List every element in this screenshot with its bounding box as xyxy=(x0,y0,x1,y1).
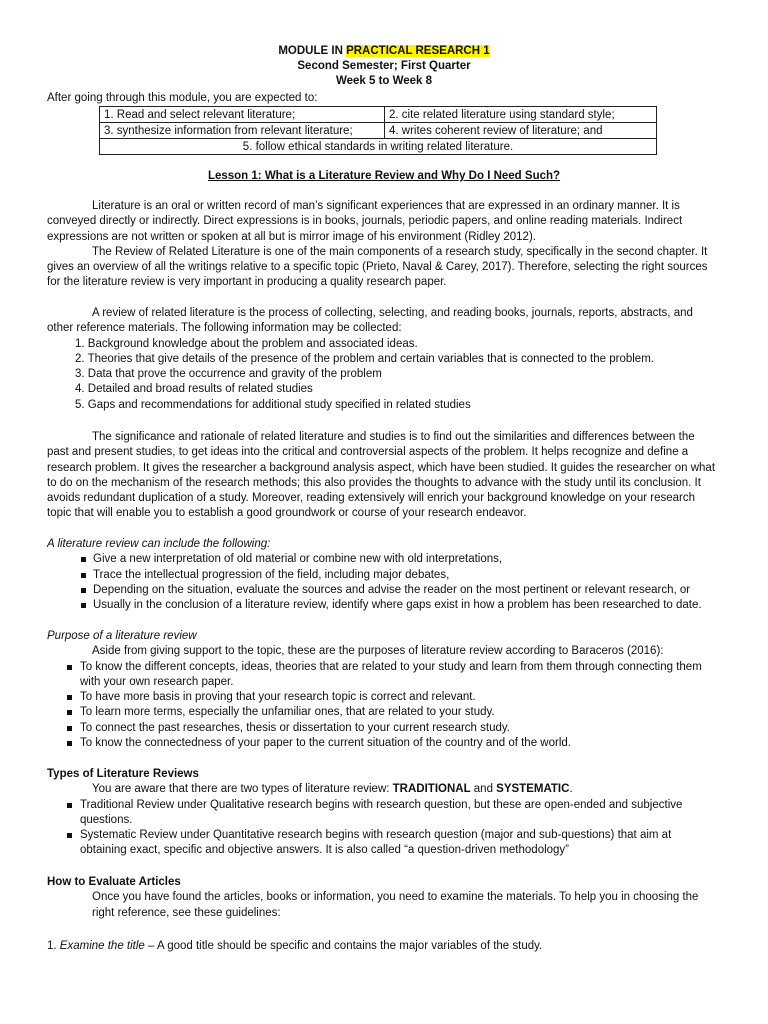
list-item: Depending on the situation, evaluate the sources and advise the reader on the most pertinent or relevant research, or xyxy=(47,583,717,598)
types-intro-period: . xyxy=(569,783,573,796)
include-heading: A literature review can include the following: xyxy=(47,538,271,550)
paragraph: Literature is an oral or written record of man’s significant experiences that are expressed in an ordinary manner. It is conveyed directly or indirectly. Direct expressions is in books, journals, periodic papers, and online reading materials. Indirect expressions are not written or spoken at all but is mirror image of his environment (Ridley 2012). xyxy=(47,200,683,243)
systematic-term: SYSTEMATIC xyxy=(496,783,570,796)
list-item: 4. Detailed and broad results of related studies xyxy=(75,383,313,396)
evaluate-section xyxy=(47,875,717,921)
paragraph: A review of related literature is the process of collecting, selecting, and reading books, journals, reports, abstracts, and other reference materials. The following information may be collected: xyxy=(47,307,693,335)
purpose-heading: Purpose of a literature review xyxy=(47,630,197,642)
objectives-intro: After going through this module, you are expected to: xyxy=(47,92,318,104)
types-intro-text: You are aware that there are two types of literature review: xyxy=(92,783,393,796)
purpose-list xyxy=(47,660,717,752)
collected-info-list xyxy=(47,337,717,413)
list-item: To connect the past researches, thesis or dissertation to your current research study. xyxy=(47,721,717,736)
types-intro xyxy=(47,782,717,797)
list-item: Usually in the conclusion of a literature review, identify where gaps exist in how a problem has been researched to date. xyxy=(47,598,717,613)
body-text-3 xyxy=(47,430,717,522)
paragraph: The Review of Related Literature is one of the main components of a research study, specifically in the second chapter. It gives an overview of all the writings relative to a specific topic (Prieto, Naval & Carey, 2017). Therefore, selecting the right sources for the literature review is very important in producing a quality research paper. xyxy=(47,245,708,289)
purpose-intro: Aside from giving support to the topic, these are the purposes of literature review according to Baraceros (2016): xyxy=(92,645,664,658)
paragraph: The significance and rationale of related literature and studies is to find out the similarities and differences between the past and present studies, to get ideas into the critical and controversial aspects of the problem. It helps recognize and define a research problem. It gives the researcher a background analysis aspect, which have been studied. It guides the researcher on what to do on the mechanism of the research methods; this also provides the thoughts to advance with the study until its conclusion. It avoids redundant duplication of a study. Moreover, reading extensively will enrich your background knowledge on your research topic that will enable you to establish a good groundwork or course of your research endeavor. xyxy=(47,431,716,520)
list-item: To know the connectedness of your paper to the current situation of the country and of the world. xyxy=(47,736,717,751)
types-list xyxy=(47,798,717,859)
types-heading: Types of Literature Reviews xyxy=(47,768,199,780)
body-text-1 xyxy=(47,199,717,291)
module-title-prefix: MODULE IN xyxy=(278,45,347,57)
module-title xyxy=(0,44,768,58)
list-item: Traditional Review under Qualitative research begins with research question, but these are open-ended and subjective questions. xyxy=(47,798,717,829)
list-item: 3. Data that prove the occurrence and gravity of the problem xyxy=(75,368,382,381)
purpose-section xyxy=(47,629,717,751)
evaluate-item-1 xyxy=(47,939,717,954)
list-item: Trace the intellectual progression of the field, including major debates, xyxy=(47,568,717,583)
list-item: To learn more terms, especially the unfamiliar ones, that are related to your study. xyxy=(47,705,717,720)
list-item: 2. Theories that give details of the presence of the problem and certain variables that is connected to the problem. xyxy=(75,352,654,365)
item-term: Examine the title xyxy=(59,940,145,952)
body-text-2 xyxy=(47,306,717,413)
list-item: 1. Background knowledge about the problem and associated ideas. xyxy=(75,337,418,350)
week-line: Week 5 to Week 8 xyxy=(335,75,433,87)
list-item: To know the different concepts, ideas, theories that are related to your study and learn from them through connecting them with your own research paper. xyxy=(47,660,717,691)
objective-cell: 2. cite related literature using standard style; xyxy=(385,107,657,123)
objectives-table xyxy=(99,106,657,155)
types-intro-and: and xyxy=(470,783,497,796)
objective-cell: 4. writes coherent review of literature; and xyxy=(385,123,657,139)
item-text: – A good title should be specific and contains the major variables of the study. xyxy=(144,940,543,952)
semester-line: Second Semester; First Quarter xyxy=(297,60,471,72)
list-item: Systematic Review under Quantitative research begins with research question (major and sub-questions) that aim at obtaining exact, specific and objective answers. It is also called “a question-driven methodology” xyxy=(47,828,717,859)
list-item: Give a new interpretation of old material or combine new with old interpretations, xyxy=(47,552,717,567)
include-list xyxy=(47,552,717,613)
evaluate-heading: How to Evaluate Articles xyxy=(47,876,181,888)
types-section xyxy=(47,767,717,859)
list-item: 5. Gaps and recommendations for additional study specified in related studies xyxy=(75,398,471,411)
list-item: To have more basis in proving that your research topic is correct and relevant. xyxy=(47,690,717,705)
item-number: 1. xyxy=(47,940,60,952)
evaluate-intro: Once you have found the articles, books or information, you need to examine the materials. To help you in choosing the right reference, see these guidelines: xyxy=(92,891,699,919)
traditional-term: TRADITIONAL xyxy=(392,783,471,796)
subject-highlight: PRACTICAL RESEARCH 1 xyxy=(346,45,490,57)
lesson-title: Lesson 1: What is a Literature Review and Why Do I Need Such? xyxy=(207,170,561,182)
objective-cell: 3. synthesize information from relevant literature; xyxy=(100,123,385,139)
objective-cell: 1. Read and select relevant literature; xyxy=(100,107,385,123)
include-section xyxy=(47,537,717,613)
objective-cell: 5. follow ethical standards in writing related literature. xyxy=(100,139,657,155)
